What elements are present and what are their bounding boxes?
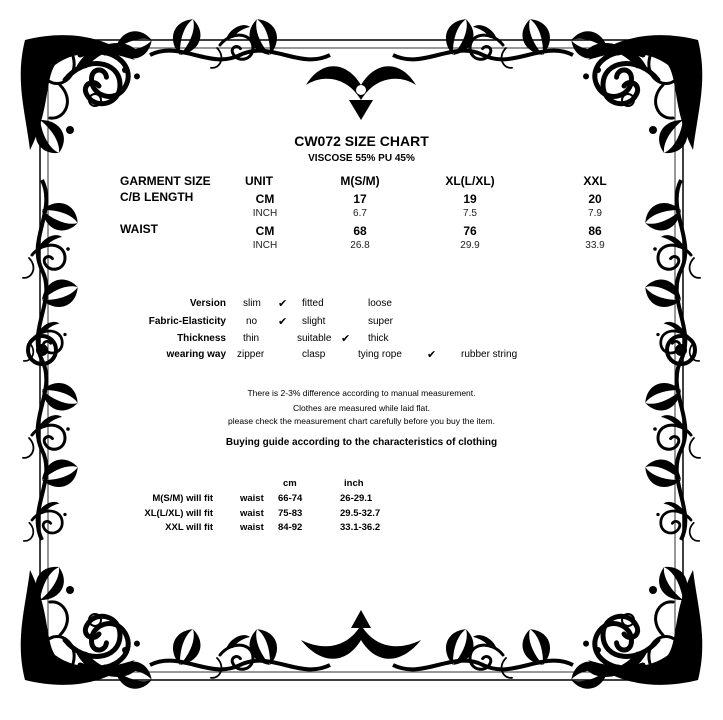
option-rubber-string: rubber string (461, 349, 518, 360)
value-cell: 86 (588, 224, 602, 238)
guide-header-cm: cm (283, 478, 297, 489)
value-cell: 7.9 (588, 208, 602, 219)
option-clasp: clasp (302, 349, 326, 360)
option-no: no (246, 316, 258, 327)
option-zipper: zipper (237, 349, 265, 360)
label-version: Version (189, 298, 226, 309)
unit-inch: INCH (252, 208, 278, 219)
check-mark-icon: ✔ (278, 298, 288, 310)
header-size-xxl: XXL (583, 174, 607, 188)
unit-cm: CM (255, 192, 275, 206)
unit-inch: INCH (252, 240, 278, 251)
row-label-cb-length: C/B LENGTH (120, 190, 194, 204)
value-cell: 20 (588, 192, 602, 206)
unit-cm: CM (255, 224, 275, 238)
check-mark-icon: ✔ (427, 349, 437, 361)
check-mark-icon: ✔ (341, 333, 351, 345)
option-thick: thick (368, 333, 389, 344)
value-cell: 6.7 (353, 208, 367, 219)
option-super: super (368, 316, 394, 327)
header-unit: UNIT (245, 174, 273, 188)
buying-guide-title: Buying guide according to the characteristics of clothing (225, 437, 498, 448)
value-cell: 68 (353, 224, 367, 238)
value-cell: 17 (353, 192, 367, 206)
option-loose: loose (368, 298, 392, 309)
guide-part: waist (240, 493, 264, 504)
value-cell: 33.9 (585, 240, 605, 251)
guide-part: waist (240, 508, 264, 519)
guide-cm-range: 66-74 (278, 493, 303, 504)
guide-size-label: M(S/M) will fit (152, 493, 213, 504)
value-cell: 29.9 (460, 240, 480, 251)
value-cell: 26.8 (350, 240, 370, 251)
guide-inch-range: 33.1-36.2 (340, 522, 381, 533)
material-composition: VISCOSE 55% PU 45% (308, 153, 415, 164)
note-line: please check the measurement chart carefully before you buy the item. (228, 416, 495, 426)
guide-inch-range: 29.5-32.7 (340, 508, 381, 519)
page-title: CW072 SIZE CHART (294, 133, 429, 149)
value-cell: 7.5 (463, 208, 477, 219)
value-cell: 19 (463, 192, 477, 206)
value-cell: 76 (463, 224, 477, 238)
option-suitable: suitable (297, 333, 332, 344)
guide-size-label: XL(L/XL) will fit (144, 508, 213, 519)
check-mark-icon: ✔ (278, 316, 288, 328)
option-tying-rope: tying rope (358, 349, 402, 360)
guide-cm-range: 75-83 (278, 508, 303, 519)
guide-header-inch: inch (344, 478, 364, 489)
label-fabric-elasticity: Fabric-Elasticity (148, 316, 226, 327)
guide-part: waist (240, 522, 264, 533)
guide-size-label: XXL will fit (165, 522, 213, 533)
guide-cm-range: 84-92 (278, 522, 303, 533)
guide-inch-range: 26-29.1 (340, 493, 373, 504)
header-size-xl: XL(L/XL) (445, 174, 495, 188)
option-slim: slim (243, 298, 261, 309)
row-label-waist: WAIST (120, 222, 158, 236)
label-wearing-way: wearing way (166, 349, 226, 360)
note-line: Clothes are measured while laid flat. (292, 403, 430, 413)
header-garment-size: GARMENT SIZE (120, 174, 211, 188)
label-thickness: Thickness (177, 333, 226, 344)
option-slight: slight (302, 316, 326, 327)
option-thin: thin (243, 333, 260, 344)
header-size-m: M(S/M) (340, 174, 380, 188)
note-line: There is 2-3% difference according to manual measurement. (247, 388, 476, 398)
option-fitted: fitted (302, 298, 324, 309)
